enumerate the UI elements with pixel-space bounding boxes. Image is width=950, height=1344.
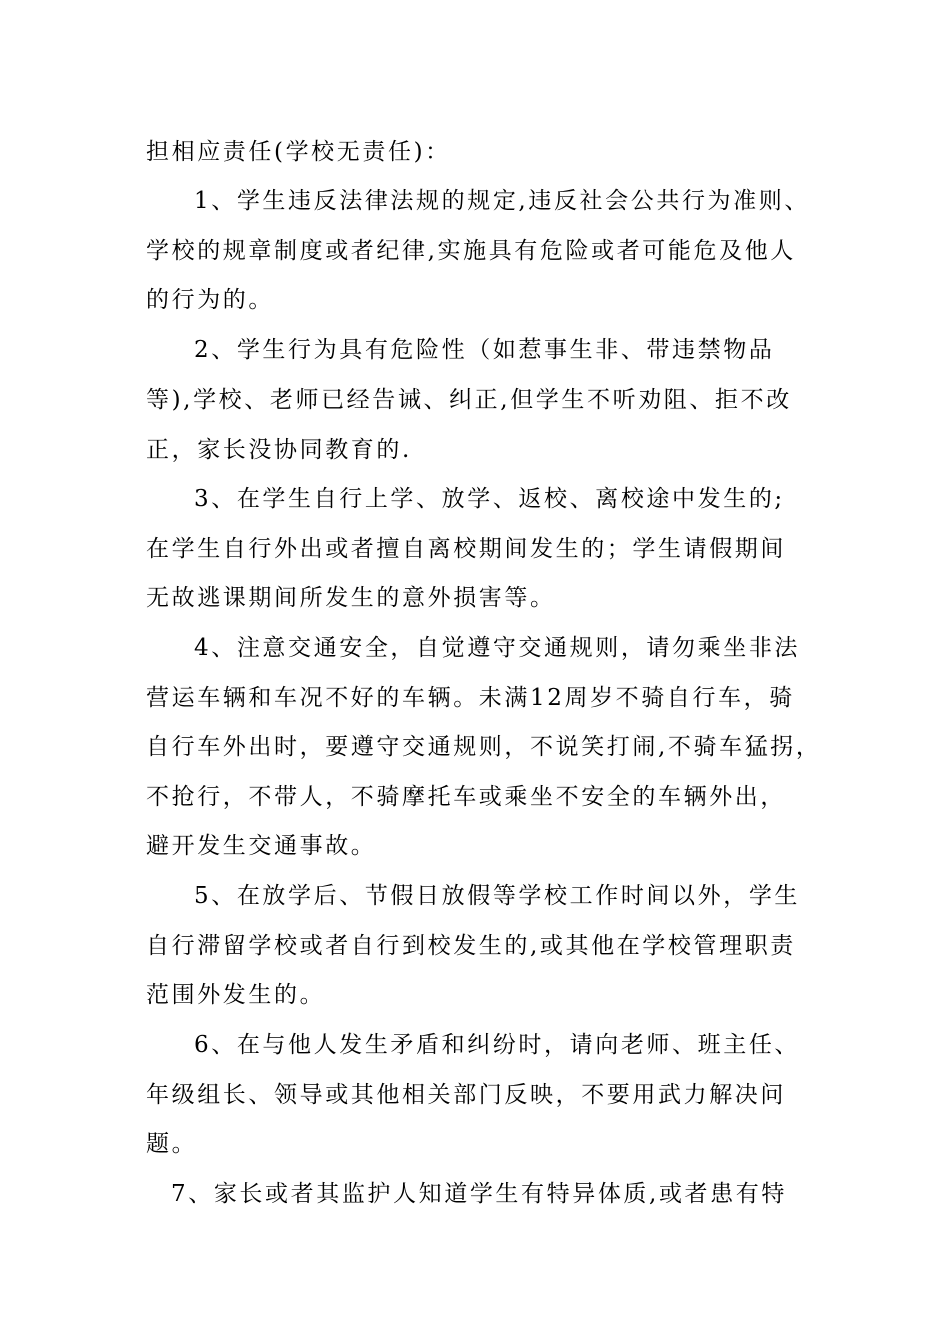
- item-6-line: 题。: [146, 1131, 198, 1157]
- item-5-line: 范围外发生的。: [146, 982, 326, 1008]
- item-4-line: 避开发生交通事故。: [146, 833, 377, 859]
- item-2-line: 正，家长没协同教育的.: [146, 437, 412, 463]
- item-1-line: 学校的规章制度或者纪律,实施具有危险或者可能危及他人: [146, 238, 796, 264]
- item-3-line: 在学生自行外出或者擅自离校期间发生的；学生请假期间: [146, 536, 786, 562]
- paragraph-line: 担相应责任(学校无责任)：: [146, 139, 451, 165]
- item-1-line: 的行为的。: [146, 287, 274, 313]
- item-5-line: 自行滞留学校或者自行到校发生的,或其他在学校管理职责: [146, 933, 796, 959]
- item-4-line: 营运车辆和车况不好的车辆。未满12周岁不骑自行车，骑: [146, 685, 795, 711]
- item-4-line: 不抢行，不带人，不骑摩托车或乘坐不安全的车辆外出，: [146, 784, 786, 810]
- item-4-line: 4、注意交通安全，自觉遵守交通规则，请勿乘坐非法: [194, 635, 801, 661]
- item-2-line: 等),学校、老师已经告诫、纠正,但学生不听劝阻、拒不改: [146, 387, 792, 413]
- item-2-line: 2、学生行为具有危险性（如惹事生非、带违禁物品: [194, 337, 775, 363]
- item-5-line: 5、在放学后、节假日放假等学校工作时间以外，学生: [194, 883, 801, 909]
- item-7-line: 7、家长或者其监护人知道学生有特异体质,或者患有特: [171, 1181, 787, 1207]
- item-1-line: 1、学生违反法律法规的规定,违反社会公共行为准则、: [194, 188, 810, 214]
- item-6-line: 6、在与他人发生矛盾和纠纷时，请向老师、班主任、: [194, 1032, 801, 1058]
- item-4-line: 自行车外出时，要遵守交通规则，不说笑打闹,不骑车猛拐，: [146, 734, 822, 760]
- item-3-line: 3、在学生自行上学、放学、返校、离校途中发生的;: [194, 486, 785, 512]
- item-6-line: 年级组长、领导或其他相关部门反映，不要用武力解决问: [146, 1082, 786, 1108]
- item-3-line: 无故逃课期间所发生的意外损害等。: [146, 585, 556, 611]
